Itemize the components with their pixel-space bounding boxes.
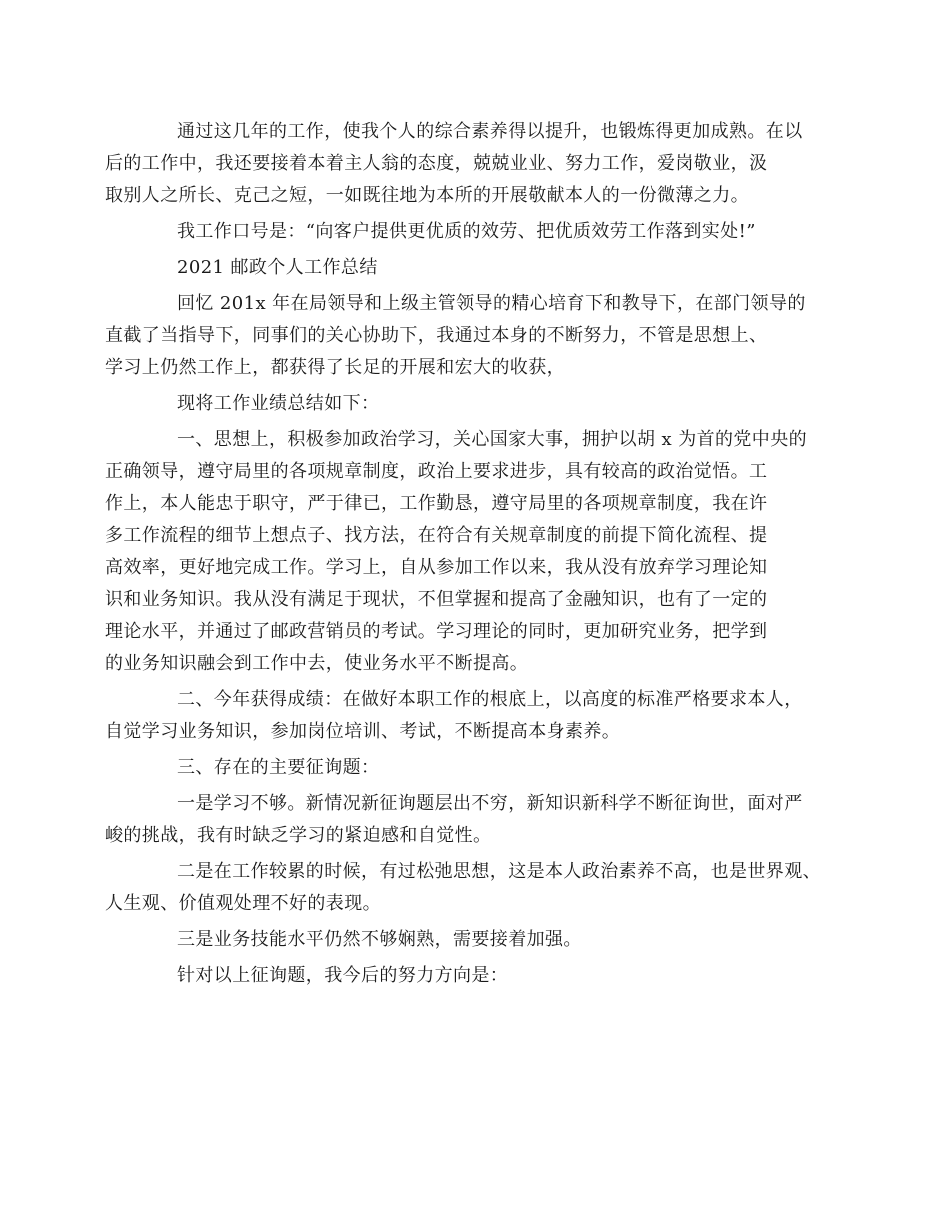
paragraph bbox=[141, 752, 823, 784]
text-line: 多工作流程的细节上想点子、找方法，在符合有关规章制度的前提下简化流程、提 bbox=[105, 525, 768, 546]
text-line: 现将工作业绩总结如下： bbox=[177, 393, 380, 414]
text-line: 一、思想上，积极参加政治学习，关心国家大事，拥护以胡 x 为首的党中央的 bbox=[177, 429, 807, 450]
paragraph bbox=[105, 288, 823, 384]
text-line: 正确领导，遵守局里的各项规章制度，政治上要求进步，具有较高的政治觉悟。工 bbox=[105, 461, 768, 482]
text-line: 一是学习不够。新情况新征询题层出不穷，新知识新科学不断征询世，面对严 bbox=[177, 793, 803, 814]
text-line: 三是业务技能水平仍然不够娴熟，需要接着加强。 bbox=[177, 929, 582, 950]
text-line: 直截了当指导下，同事们的关心协助下，我通过本身的不断努力，不管是思想上、 bbox=[105, 325, 768, 346]
text-line: 峻的挑战，我有时缺乏学习的紧迫感和自觉性。 bbox=[105, 825, 492, 846]
text-line: 我工作口号是：“向客户提供更优质的效劳、把优质效劳工作落到实处!” bbox=[177, 221, 756, 242]
paragraph bbox=[141, 924, 823, 956]
paragraph bbox=[141, 960, 823, 992]
paragraph bbox=[105, 116, 823, 212]
text-line: 的业务知识融会到工作中去，使业务水平不断提高。 bbox=[105, 653, 529, 674]
paragraph bbox=[141, 216, 823, 248]
paragraph bbox=[105, 788, 823, 852]
text-line: 二是在工作较累的时候，有过松弛思想，这是本人政治素养不高，也是世界观、 bbox=[177, 861, 821, 882]
text-line: 2021 邮政个人工作总结 bbox=[177, 257, 378, 278]
document-body bbox=[105, 116, 823, 996]
text-line: 三、存在的主要征询题： bbox=[177, 757, 380, 778]
paragraph bbox=[105, 684, 823, 748]
text-line: 通过这几年的工作，使我个人的综合素养得以提升，也锻炼得更加成熟。在以 bbox=[177, 121, 803, 142]
text-line: 学习上仍然工作上，都获得了长足的开展和宏大的收获， bbox=[105, 357, 565, 378]
text-line: 识和业务知识。我从没有满足于现状，不但掌握和提高了金融知识，也有了一定的 bbox=[105, 589, 768, 610]
paragraph bbox=[141, 252, 823, 284]
text-line: 取别人之所长、克己之短，一如既往地为本所的开展敬献本人的一份微薄之力。 bbox=[105, 185, 749, 206]
text-line: 后的工作中，我还要接着本着主人翁的态度，兢兢业业、努力工作，爱岗敬业，汲 bbox=[105, 153, 768, 174]
text-line: 人生观、价值观处理不好的表现。 bbox=[105, 893, 381, 914]
text-line: 作上，本人能忠于职守，严于律已，工作勤恳，遵守局里的各项规章制度，我在许 bbox=[105, 493, 768, 514]
paragraph bbox=[105, 856, 823, 920]
paragraph bbox=[141, 388, 823, 420]
text-line: 二、今年获得成绩：在做好本职工作的根底上，以高度的标准严格要求本人， bbox=[177, 689, 803, 710]
text-line: 理论水平，并通过了邮政营销员的考试。学习理论的同时，更加研究业务，把学到 bbox=[105, 621, 768, 642]
text-line: 高效率，更好地完成工作。学习上，自从参加工作以来，我从没有放弃学习理论知 bbox=[105, 557, 768, 578]
paragraph bbox=[105, 424, 823, 680]
text-line: 针对以上征询题，我今后的努力方向是： bbox=[177, 965, 509, 986]
text-line: 回忆 201x 年在局领导和上级主管领导的精心培育下和教导下，在部门领导的 bbox=[177, 293, 806, 314]
text-line: 自觉学习业务知识，参加岗位培训、考试，不断提高本身素养。 bbox=[105, 721, 621, 742]
